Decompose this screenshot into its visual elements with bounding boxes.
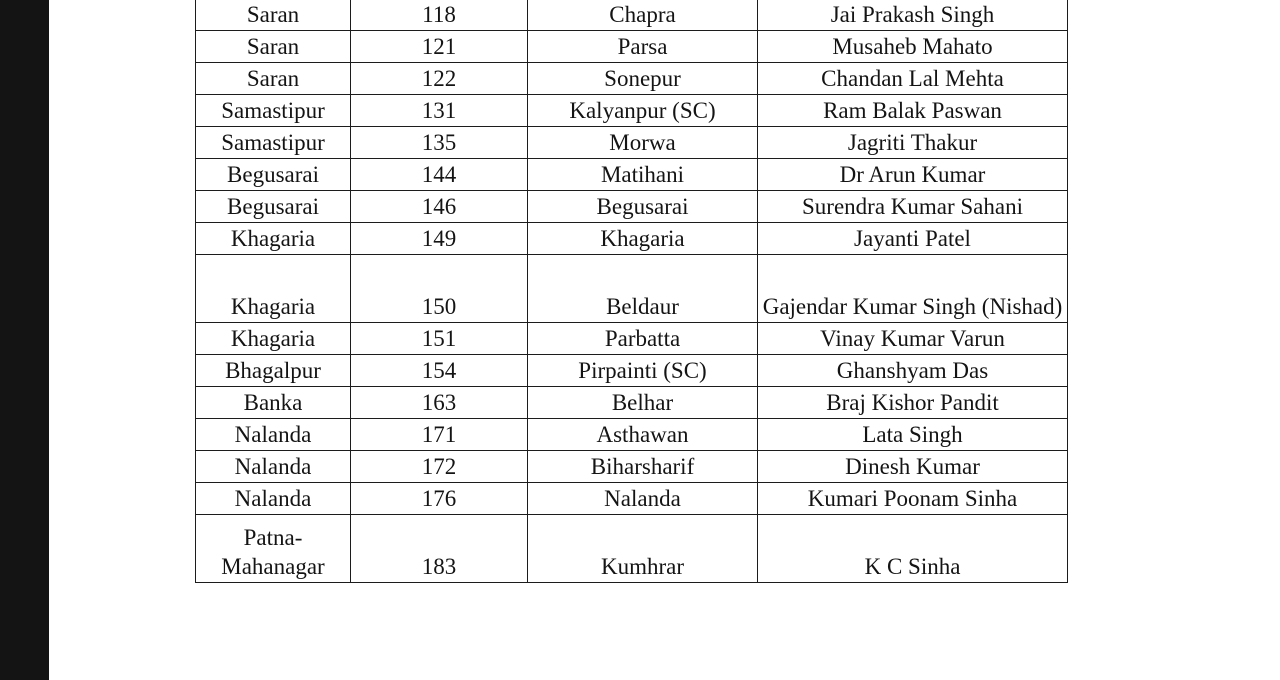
constituency-number-cell: 118 [351,0,528,31]
table-row [196,31,1068,63]
candidate-cell: Jayanti Patel [758,223,1068,255]
candidate-cell: Vinay Kumar Varun [758,323,1068,355]
constituency-cell: Belhar [528,387,758,419]
table-row [196,451,1068,483]
candidate-cell: Braj Kishor Pandit [758,387,1068,419]
candidate-cell: K C Sinha [758,515,1068,583]
candidate-cell: Ghanshyam Das [758,355,1068,387]
constituency-number-cell: 172 [351,451,528,483]
constituency-cell: Matihani [528,159,758,191]
district-cell: Nalanda [196,419,351,451]
constituency-number-cell: 163 [351,387,528,419]
table-row [196,255,1068,323]
district-cell: Patna-Mahanagar [196,515,351,583]
district-cell: Saran [196,31,351,63]
constituency-cell: Morwa [528,127,758,159]
table-row [196,191,1068,223]
candidate-cell: Surendra Kumar Sahani [758,191,1068,223]
constituency-cell: Kumhrar [528,515,758,583]
table-row [196,223,1068,255]
constituency-cell: Parbatta [528,323,758,355]
candidate-cell: Ram Balak Paswan [758,95,1068,127]
left-edge-bar [0,0,49,680]
constituency-cell: Begusarai [528,191,758,223]
table-row [196,63,1068,95]
district-cell: Saran [196,0,351,31]
constituency-cell: Asthawan [528,419,758,451]
table-row [196,483,1068,515]
constituency-number-cell: 146 [351,191,528,223]
constituency-number-cell: 151 [351,323,528,355]
constituency-cell: Beldaur [528,255,758,323]
district-cell: Samastipur [196,127,351,159]
table-row [196,515,1068,583]
district-cell: Begusarai [196,191,351,223]
constituency-number-cell: 121 [351,31,528,63]
candidate-cell: Musaheb Mahato [758,31,1068,63]
constituency-cell: Kalyanpur (SC) [528,95,758,127]
table-row [196,355,1068,387]
district-cell: Nalanda [196,451,351,483]
district-cell: Khagaria [196,255,351,323]
constituency-number-cell: 154 [351,355,528,387]
district-cell: Banka [196,387,351,419]
constituency-cell: Parsa [528,31,758,63]
district-cell: Khagaria [196,223,351,255]
district-cell: Samastipur [196,95,351,127]
document-page [49,0,1280,680]
constituency-cell: Biharsharif [528,451,758,483]
constituency-number-cell: 171 [351,419,528,451]
candidate-cell: Jai Prakash Singh [758,0,1068,31]
table-row [196,387,1068,419]
district-cell: Khagaria [196,323,351,355]
candidate-cell: Dinesh Kumar [758,451,1068,483]
constituency-cell: Nalanda [528,483,758,515]
district-cell: Bhagalpur [196,355,351,387]
constituency-number-cell: 149 [351,223,528,255]
table-row [196,419,1068,451]
candidate-cell: Jagriti Thakur [758,127,1068,159]
constituency-number-cell: 135 [351,127,528,159]
candidate-table-body [196,0,1068,583]
constituency-cell: Sonepur [528,63,758,95]
constituency-number-cell: 144 [351,159,528,191]
candidate-table [195,0,1068,583]
constituency-cell: Chapra [528,0,758,31]
table-row [196,0,1068,31]
candidate-cell: Lata Singh [758,419,1068,451]
district-cell: Begusarai [196,159,351,191]
constituency-cell: Pirpainti (SC) [528,355,758,387]
candidate-cell: Chandan Lal Mehta [758,63,1068,95]
table-row [196,95,1068,127]
candidate-cell: Gajendar Kumar Singh (Nishad) [758,255,1068,323]
candidate-cell: Dr Arun Kumar [758,159,1068,191]
table-row [196,159,1068,191]
constituency-number-cell: 131 [351,95,528,127]
constituency-number-cell: 183 [351,515,528,583]
constituency-number-cell: 176 [351,483,528,515]
constituency-cell: Khagaria [528,223,758,255]
district-cell: Saran [196,63,351,95]
constituency-number-cell: 122 [351,63,528,95]
table-row [196,127,1068,159]
candidate-cell: Kumari Poonam Sinha [758,483,1068,515]
table-row [196,323,1068,355]
district-cell: Nalanda [196,483,351,515]
constituency-number-cell: 150 [351,255,528,323]
